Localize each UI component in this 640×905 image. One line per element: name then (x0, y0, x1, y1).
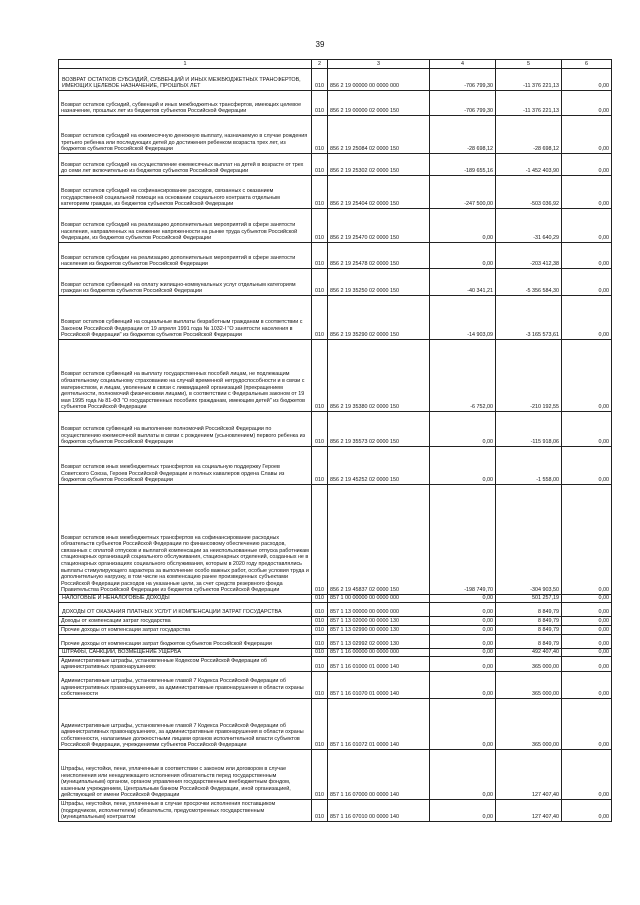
row-line-code-cell: 010 (312, 209, 328, 243)
row-value-col6-cell: 0,00 (562, 800, 612, 822)
row-line-code-cell: 010 (312, 635, 328, 649)
row-budget-code-cell: 857 1 16 00000 00 0000 000 (328, 649, 430, 657)
row-budget-code-cell: 856 2 19 35380 02 0000 150 (328, 340, 430, 412)
row-name-cell: Возврат остатков субсидий на софинансирование расходов, связанных с оказанием государственной социальной помощи на основании социального контракта отдельным категориям граждан, из бюджетов субъектов Российской Федерации (59, 176, 312, 209)
row-value-col4-cell: -247 500,00 (430, 176, 496, 209)
row-value-col4-cell: -14 903,09 (430, 296, 496, 340)
row-value-col6-cell: 0,00 (562, 340, 612, 412)
table-row (59, 269, 612, 296)
row-line-code-cell: 010 (312, 296, 328, 340)
row-value-col6-cell: 0,00 (562, 447, 612, 485)
row-name-cell: Возврат остатков субсидий, субвенций и иных межбюджетных трансфертов, имеющих целевое назначение, прошлых лет из бюджетов субъектов Российской Федерации (59, 91, 312, 116)
row-value-col4-cell: -706 799,30 (430, 91, 496, 116)
row-value-col5-cell: 8 849,79 (496, 635, 562, 649)
table-row (59, 672, 612, 699)
row-value-col4-cell: 0,00 (430, 209, 496, 243)
row-line-code-cell: 010 (312, 116, 328, 154)
row-line-code-cell: 010 (312, 243, 328, 269)
col-header-5: 5 (496, 60, 562, 69)
row-value-col6-cell: 0,00 (562, 635, 612, 649)
row-budget-code-cell: 856 2 19 25302 02 0000 150 (328, 154, 430, 176)
row-budget-code-cell: 857 1 13 02992 02 0000 130 (328, 635, 430, 649)
row-budget-code-cell: 857 1 16 07000 00 0000 140 (328, 750, 430, 800)
row-value-col4-cell: 0,00 (430, 617, 496, 626)
table-row (59, 649, 612, 657)
row-line-code-cell: 010 (312, 69, 328, 91)
row-value-col5-cell: -115 918,06 (496, 412, 562, 447)
row-value-col4-cell: -40 341,21 (430, 269, 496, 296)
table-row (59, 243, 612, 269)
row-line-code-cell: 010 (312, 269, 328, 296)
table-row (59, 626, 612, 635)
row-name-cell: ШТРАФЫ, САНКЦИИ, ВОЗМЕЩЕНИЕ УЩЕРБА (59, 649, 312, 657)
row-name-cell: Возврат остатков субвенций на социальные выплаты безработным гражданам в соответствии с Законом Российской Федерации от 19 апреля 1991 года № 1032-I "О занятости населения в Российской Федерации" из бюджетов субъектов Российской Федерации (59, 296, 312, 340)
row-value-col4-cell: -189 655,16 (430, 154, 496, 176)
row-name-cell: ВОЗВРАТ ОСТАТКОВ СУБСИДИЙ, СУБВЕНЦИЙ И ИНЫХ МЕЖБЮДЖЕТНЫХ ТРАНСФЕРТОВ, ИМЕЮЩИХ ЦЕЛЕВОЕ НАЗНАЧЕНИЕ, ПРОШЛЫХ ЛЕТ (59, 69, 312, 91)
row-value-col4-cell: -198 749,70 (430, 485, 496, 595)
header-row (59, 60, 612, 69)
col-header-3: 3 (328, 60, 430, 69)
row-line-code-cell: 010 (312, 649, 328, 657)
row-value-col5-cell: 492 407,40 (496, 649, 562, 657)
row-budget-code-cell: 856 2 19 35573 02 0000 150 (328, 412, 430, 447)
row-name-cell: Возврат остатков субсидий на осуществление ежемесячных выплат на детей в возрасте от трех до семи лет включительно из бюджетов субъектов Российской Федерации (59, 154, 312, 176)
row-name-cell: Возврат остатков иных межбюджетных трансфертов на софинансирование расходных обязательств субъектов Российской Федерации по финансовому обеспечению расходов, связанных с оплатой отпусков и выплатой компенсации за неиспользованные отпуска работникам стационарных организаций социального обслуживания, стационарных отделений, созданных не в стационарных организациях социального обслуживания, которым в 2020 году предоставлялись выплаты стимулирующего характера за выполнение особо важных работ, особые условия труда и дополнительную нагрузку, в том числе на компенсацию ранее произведенных субъектами Российской Федерации расходов на указанные цели, за счет средств резервного фонда Правительства Российской Федерации из бюджетов субъектов Российской Федерации (59, 485, 312, 595)
row-value-col6-cell: 0,00 (562, 269, 612, 296)
row-name-cell: Возврат остатков субсидии на реализацию дополнительных мероприятий в сфере занятости населения из бюджетов субъектов Российской Федерации (59, 243, 312, 269)
row-name-cell: НАЛОГОВЫЕ И НЕНАЛОГОВЫЕ ДОХОДЫ (59, 595, 312, 603)
row-budget-code-cell: 857 1 16 01000 01 0000 140 (328, 657, 430, 672)
row-budget-code-cell: 857 1 13 02990 00 0000 130 (328, 626, 430, 635)
row-budget-code-cell: 857 1 16 01072 01 0000 140 (328, 699, 430, 750)
table-row (59, 116, 612, 154)
table-row (59, 412, 612, 447)
row-name-cell: Возврат остатков субвенций на выполнение полномочий Российской Федерации по осуществлению ежемесячной выплаты в связи с рождением (усыновлением) первого ребенка из бюджетов субъектов Российской Федерации (59, 412, 312, 447)
row-value-col4-cell: 0,00 (430, 649, 496, 657)
row-line-code-cell: 010 (312, 750, 328, 800)
row-value-col4-cell: 0,00 (430, 412, 496, 447)
col-header-4: 4 (430, 60, 496, 69)
row-name-cell: Возврат остатков субсидий на ежемесячную денежную выплату, назначаемую в случае рождения третьего ребенка или последующих детей до достижения ребенком возраста трех лет, из бюджетов субъектов Российской Федерации (59, 116, 312, 154)
row-budget-code-cell: 857 1 13 02000 00 0000 130 (328, 617, 430, 626)
row-value-col6-cell: 0,00 (562, 296, 612, 340)
row-value-col6-cell: 0,00 (562, 595, 612, 603)
table-row (59, 209, 612, 243)
row-line-code-cell: 010 (312, 447, 328, 485)
row-value-col5-cell: -5 356 584,30 (496, 269, 562, 296)
row-value-col5-cell: 501 257,19 (496, 595, 562, 603)
page-number: 39 (315, 40, 325, 49)
row-value-col6-cell: 0,00 (562, 649, 612, 657)
table-row (59, 635, 612, 649)
row-value-col6-cell: 0,00 (562, 657, 612, 672)
row-value-col5-cell: -1 452 403,90 (496, 154, 562, 176)
row-value-col4-cell: 0,00 (430, 626, 496, 635)
row-value-col4-cell: 0,00 (430, 699, 496, 750)
row-name-cell: Прочие доходы от компенсации затрат бюджетов субъектов Российской Федерации (59, 635, 312, 649)
table-row (59, 595, 612, 603)
row-value-col5-cell: -210 192,55 (496, 340, 562, 412)
row-name-cell: Возврат остатков субсидий на реализацию дополнительных мероприятий в сфере занятости населения, направленных на снижение напряженности на рынке труда субъектов Российской Федерации, из бюджетов субъектов Российской Федерации (59, 209, 312, 243)
row-value-col6-cell: 0,00 (562, 750, 612, 800)
row-line-code-cell: 010 (312, 595, 328, 603)
table-row (59, 69, 612, 91)
row-value-col6-cell: 0,00 (562, 209, 612, 243)
row-value-col6-cell: 0,00 (562, 699, 612, 750)
row-value-col6-cell: 0,00 (562, 69, 612, 91)
row-value-col6-cell: 0,00 (562, 672, 612, 699)
row-budget-code-cell: 857 1 16 07010 00 0000 140 (328, 800, 430, 822)
row-name-cell: Административные штрафы, установленные главой 7 Кодекса Российской Федерации об административных правонарушениях, за административные правонарушения в области охраны собственности, налагаемые должностными лицами органов исполнительной власти субъектов Российской Федерации, учреждениями субъектов Российской Федерации (59, 699, 312, 750)
row-value-col5-cell: -503 036,92 (496, 176, 562, 209)
row-line-code-cell: 010 (312, 485, 328, 595)
table-row (59, 447, 612, 485)
row-line-code-cell: 010 (312, 657, 328, 672)
table-row (59, 800, 612, 822)
row-value-col5-cell: -28 698,12 (496, 116, 562, 154)
row-name-cell: Возврат остатков субвенций на выплату государственных пособий лицам, не подлежащим обязательному социальному страхованию на случай временной нетрудоспособности и в связи с материнством, и лицам, уволенным в связи с ликвидацией организаций (прекращением деятельности, полномочий физическими лицами), в соответствии с Федеральным законом от 19 мая 1995 года № 81-ФЗ "О государственных пособиях гражданам, имеющим детей" из бюджетов субъектов Российской Федерации (59, 340, 312, 412)
row-value-col5-cell: -203 412,38 (496, 243, 562, 269)
row-budget-code-cell: 856 2 19 25470 02 0000 150 (328, 209, 430, 243)
row-budget-code-cell: 856 2 19 25478 02 0000 150 (328, 243, 430, 269)
row-value-col6-cell: 0,00 (562, 154, 612, 176)
row-budget-code-cell: 856 2 19 00000 02 0000 150 (328, 91, 430, 116)
row-value-col5-cell: 127 407,40 (496, 800, 562, 822)
row-value-col4-cell: -6 752,00 (430, 340, 496, 412)
row-value-col6-cell: 0,00 (562, 116, 612, 154)
row-value-col5-cell: 8 849,79 (496, 603, 562, 617)
table-row (59, 154, 612, 176)
row-value-col4-cell: 0,00 (430, 672, 496, 699)
row-value-col6-cell: 0,00 (562, 91, 612, 116)
row-value-col4-cell: 0,00 (430, 750, 496, 800)
row-value-col4-cell: 0,00 (430, 657, 496, 672)
row-value-col4-cell: 0,00 (430, 800, 496, 822)
row-value-col5-cell: -304 903,50 (496, 485, 562, 595)
row-budget-code-cell: 856 2 19 35250 02 0000 150 (328, 269, 430, 296)
row-value-col5-cell: 365 000,00 (496, 699, 562, 750)
row-value-col4-cell: -706 799,30 (430, 69, 496, 91)
row-line-code-cell: 010 (312, 603, 328, 617)
row-budget-code-cell: 856 2 19 45837 02 0000 150 (328, 485, 430, 595)
budget-table (58, 59, 612, 822)
table-row (59, 617, 612, 626)
row-value-col5-cell: -31 640,29 (496, 209, 562, 243)
row-name-cell: Штрафы, неустойки, пени, уплаченные в соответствии с законом или договором в случае неисполнения или ненадлежащего исполнения обязательств перед государственным (муниципальным) органом, органом управления государственным внебюджетным фондом, казенным учреждением, Центральным банком Российской Федерации, иной организацией, действующей от имени Российской Федерации (59, 750, 312, 800)
col-header-1: 1 (59, 60, 312, 69)
row-value-col4-cell: 0,00 (430, 243, 496, 269)
row-line-code-cell: 010 (312, 617, 328, 626)
row-value-col6-cell: 0,00 (562, 485, 612, 595)
row-name-cell: Возврат остатков иных межбюджетных трансфертов на социальную поддержку Героев Советского Союза, Героев Российской Федерации и полных кавалеров ордена Славы из бюджетов субъектов Российской Федерации (59, 447, 312, 485)
row-value-col4-cell: 0,00 (430, 595, 496, 603)
table-row (59, 657, 612, 672)
row-value-col5-cell: 365 000,00 (496, 657, 562, 672)
row-value-col5-cell: -11 376 221,13 (496, 91, 562, 116)
row-value-col4-cell: 0,00 (430, 635, 496, 649)
row-value-col6-cell: 0,00 (562, 603, 612, 617)
row-budget-code-cell: 857 1 00 00000 00 0000 000 (328, 595, 430, 603)
row-budget-code-cell: 856 2 19 25084 02 0000 150 (328, 116, 430, 154)
row-line-code-cell: 010 (312, 340, 328, 412)
row-name-cell: ДОХОДЫ ОТ ОКАЗАНИЯ ПЛАТНЫХ УСЛУГ И КОМПЕНСАЦИИ ЗАТРАТ ГОСУДАРСТВА (59, 603, 312, 617)
row-budget-code-cell: 856 2 19 45252 02 0000 150 (328, 447, 430, 485)
row-value-col5-cell: 8 849,79 (496, 617, 562, 626)
row-line-code-cell: 010 (312, 626, 328, 635)
table-row (59, 699, 612, 750)
row-value-col6-cell: 0,00 (562, 412, 612, 447)
table-row (59, 91, 612, 116)
row-budget-code-cell: 856 2 19 00000 00 0000 000 (328, 69, 430, 91)
row-line-code-cell: 010 (312, 91, 328, 116)
row-value-col6-cell: 0,00 (562, 176, 612, 209)
row-value-col5-cell: 8 849,79 (496, 626, 562, 635)
row-name-cell: Прочие доходы от компенсации затрат государства (59, 626, 312, 635)
row-budget-code-cell: 856 2 19 35290 02 0000 150 (328, 296, 430, 340)
table-row (59, 750, 612, 800)
row-value-col5-cell: -1 558,00 (496, 447, 562, 485)
row-budget-code-cell: 857 1 16 01070 01 0000 140 (328, 672, 430, 699)
row-value-col4-cell: 0,00 (430, 603, 496, 617)
table-row (59, 340, 612, 412)
row-name-cell: Возврат остатков субвенций на оплату жилищно-коммунальных услуг отдельным категориям граждан из бюджетов субъектов Российской Федерации (59, 269, 312, 296)
row-line-code-cell: 010 (312, 800, 328, 822)
table-row (59, 176, 612, 209)
table-row (59, 485, 612, 595)
row-name-cell: Административные штрафы, установленные главой 7 Кодекса Российской Федерации об административных правонарушениях, за административные правонарушения в области охраны собственности (59, 672, 312, 699)
row-value-col5-cell: -3 165 573,61 (496, 296, 562, 340)
row-value-col5-cell: 127 407,40 (496, 750, 562, 800)
table-row (59, 296, 612, 340)
row-name-cell: Штрафы, неустойки, пени, уплаченные в случае просрочки исполнения поставщиком (подрядчиком, исполнителем) обязательств, предусмотренных государственным (муниципальным) контрактом (59, 800, 312, 822)
row-budget-code-cell: 857 1 13 00000 00 0000 000 (328, 603, 430, 617)
row-name-cell: Административные штрафы, установленные Кодексом Российской Федерации об административных правонарушениях (59, 657, 312, 672)
row-line-code-cell: 010 (312, 412, 328, 447)
row-value-col6-cell: 0,00 (562, 626, 612, 635)
row-budget-code-cell: 856 2 19 25404 02 0000 150 (328, 176, 430, 209)
col-header-6: 6 (562, 60, 612, 69)
row-line-code-cell: 010 (312, 699, 328, 750)
row-name-cell: Доходы от компенсации затрат государства (59, 617, 312, 626)
row-value-col5-cell: 365 000,00 (496, 672, 562, 699)
table-row (59, 603, 612, 617)
row-line-code-cell: 010 (312, 154, 328, 176)
row-value-col4-cell: -28 698,12 (430, 116, 496, 154)
row-value-col6-cell: 0,00 (562, 617, 612, 626)
row-line-code-cell: 010 (312, 176, 328, 209)
row-value-col4-cell: 0,00 (430, 447, 496, 485)
col-header-2: 2 (312, 60, 328, 69)
row-value-col6-cell: 0,00 (562, 243, 612, 269)
row-line-code-cell: 010 (312, 672, 328, 699)
row-value-col5-cell: -11 376 221,13 (496, 69, 562, 91)
